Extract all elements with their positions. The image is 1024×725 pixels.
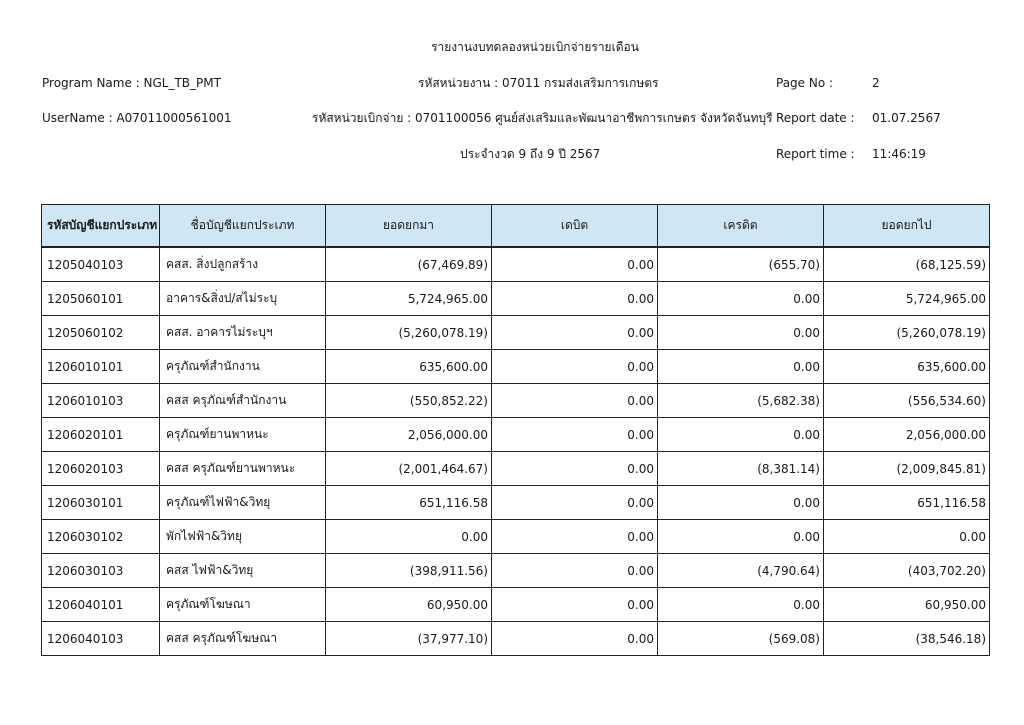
account-name-cell: ครุภัณฑ์ไฟฟ้า&วิทยุ [160, 486, 326, 520]
credit-cell: 0.00 [658, 282, 824, 316]
debit-cell: 0.00 [492, 316, 658, 350]
account-code-cell: 1205040103 [42, 247, 160, 282]
report-date-value: 01.07.2567 [872, 111, 941, 125]
table-row [42, 316, 990, 350]
account-code-cell: 1206020103 [42, 452, 160, 486]
col-header-account-code: รหัสบัญชีแยกประเภท [42, 205, 160, 248]
table-row [42, 247, 990, 282]
col-header-account-name: ชื่อบัญชีแยกประเภท [160, 205, 326, 248]
opening-balance-cell: (398,911.56) [326, 554, 492, 588]
table-row [42, 486, 990, 520]
opening-balance-cell: 635,600.00 [326, 350, 492, 384]
agency-code: รหัสหน่วยงาน : 07011 กรมส่งเสริมการเกษตร [418, 76, 659, 90]
col-header-credit: เครดิต [658, 205, 824, 248]
debit-cell: 0.00 [492, 622, 658, 656]
account-code-cell: 1205060102 [42, 316, 160, 350]
credit-cell: (655.70) [658, 247, 824, 282]
account-name-cell: พักไฟฟ้า&วิทยุ [160, 520, 326, 554]
account-name-cell: ครุภัณฑ์โฆษณา [160, 588, 326, 622]
report-date-label: Report date : [776, 111, 855, 125]
col-header-opening-balance: ยอดยกมา [326, 205, 492, 248]
report-time-label: Report time : [776, 147, 855, 161]
account-name-cell: คสส. สิ่งปลูกสร้าง [160, 247, 326, 282]
credit-cell: (569.08) [658, 622, 824, 656]
report-title: รายงานงบทดลองหน่วยเบิกจ่ายรายเดือน [431, 40, 639, 54]
closing-balance-cell: (38,546.18) [824, 622, 990, 656]
account-name-cell: คสส ไฟฟ้า&วิทยุ [160, 554, 326, 588]
table-row [42, 622, 990, 656]
credit-cell: 0.00 [658, 418, 824, 452]
credit-cell: 0.00 [658, 316, 824, 350]
table-header-row [42, 205, 990, 248]
account-code-cell: 1206020101 [42, 418, 160, 452]
debit-cell: 0.00 [492, 350, 658, 384]
credit-cell: 0.00 [658, 486, 824, 520]
closing-balance-cell: 651,116.58 [824, 486, 990, 520]
user-name: UserName : A07011000561001 [42, 111, 232, 125]
debit-cell: 0.00 [492, 418, 658, 452]
closing-balance-cell: 60,950.00 [824, 588, 990, 622]
table-row [42, 282, 990, 316]
closing-balance-cell: (403,702.20) [824, 554, 990, 588]
account-name-cell: คสส ครุภัณฑ์โฆษณา [160, 622, 326, 656]
account-name-cell: ครุภัณฑ์ยานพาหนะ [160, 418, 326, 452]
debit-cell: 0.00 [492, 588, 658, 622]
table-row [42, 418, 990, 452]
account-code-cell: 1206010101 [42, 350, 160, 384]
debit-cell: 0.00 [492, 486, 658, 520]
closing-balance-cell: (68,125.59) [824, 247, 990, 282]
account-name-cell: ครุภัณฑ์สำนักงาน [160, 350, 326, 384]
report-time-value: 11:46:19 [872, 147, 926, 161]
page-no-value: 2 [872, 76, 880, 90]
account-name-cell: คสส ครุภัณฑ์ยานพาหนะ [160, 452, 326, 486]
debit-cell: 0.00 [492, 384, 658, 418]
table-row [42, 452, 990, 486]
page-no-label: Page No : [776, 76, 834, 90]
table-row [42, 384, 990, 418]
opening-balance-cell: (67,469.89) [326, 247, 492, 282]
credit-cell: (8,381.14) [658, 452, 824, 486]
opening-balance-cell: 60,950.00 [326, 588, 492, 622]
program-name: Program Name : NGL_TB_PMT [42, 76, 221, 90]
account-name-cell: คสส ครุภัณฑ์สำนักงาน [160, 384, 326, 418]
account-name-cell: คสส. อาคารไม่ระบุฯ [160, 316, 326, 350]
debit-cell: 0.00 [492, 520, 658, 554]
opening-balance-cell: 2,056,000.00 [326, 418, 492, 452]
opening-balance-cell: (5,260,078.19) [326, 316, 492, 350]
account-code-cell: 1206040103 [42, 622, 160, 656]
closing-balance-cell: 5,724,965.00 [824, 282, 990, 316]
opening-balance-cell: (37,977.10) [326, 622, 492, 656]
closing-balance-cell: (556,534.60) [824, 384, 990, 418]
credit-cell: 0.00 [658, 588, 824, 622]
closing-balance-cell: (5,260,078.19) [824, 316, 990, 350]
debit-cell: 0.00 [492, 282, 658, 316]
closing-balance-cell: (2,009,845.81) [824, 452, 990, 486]
disbursing-unit: รหัสหน่วยเบิกจ่าย : 0701100056 ศูนย์ส่งเสริมและพัฒนาอาชีพการเกษตร จังหวัดจันทบุรี [312, 111, 773, 125]
opening-balance-cell: 651,116.58 [326, 486, 492, 520]
credit-cell: 0.00 [658, 350, 824, 384]
report-period: ประจำงวด 9 ถึง 9 ปี 2567 [460, 147, 601, 161]
credit-cell: 0.00 [658, 520, 824, 554]
opening-balance-cell: 5,724,965.00 [326, 282, 492, 316]
account-code-cell: 1205060101 [42, 282, 160, 316]
credit-cell: (5,682.38) [658, 384, 824, 418]
account-code-cell: 1206040101 [42, 588, 160, 622]
col-header-closing-balance: ยอดยกไป [824, 205, 990, 248]
table-row [42, 588, 990, 622]
account-code-cell: 1206030102 [42, 520, 160, 554]
closing-balance-cell: 0.00 [824, 520, 990, 554]
closing-balance-cell: 635,600.00 [824, 350, 990, 384]
opening-balance-cell: (550,852.22) [326, 384, 492, 418]
table-row [42, 350, 990, 384]
debit-cell: 0.00 [492, 554, 658, 588]
opening-balance-cell: 0.00 [326, 520, 492, 554]
table-row [42, 554, 990, 588]
account-code-cell: 1206030101 [42, 486, 160, 520]
debit-cell: 0.00 [492, 247, 658, 282]
credit-cell: (4,790.64) [658, 554, 824, 588]
closing-balance-cell: 2,056,000.00 [824, 418, 990, 452]
col-header-debit: เดบิต [492, 205, 658, 248]
account-name-cell: อาคาร&สิ่งป/สไม่ระบุ [160, 282, 326, 316]
trial-balance-table [41, 204, 990, 656]
account-code-cell: 1206030103 [42, 554, 160, 588]
account-code-cell: 1206010103 [42, 384, 160, 418]
debit-cell: 0.00 [492, 452, 658, 486]
table-row [42, 520, 990, 554]
opening-balance-cell: (2,001,464.67) [326, 452, 492, 486]
